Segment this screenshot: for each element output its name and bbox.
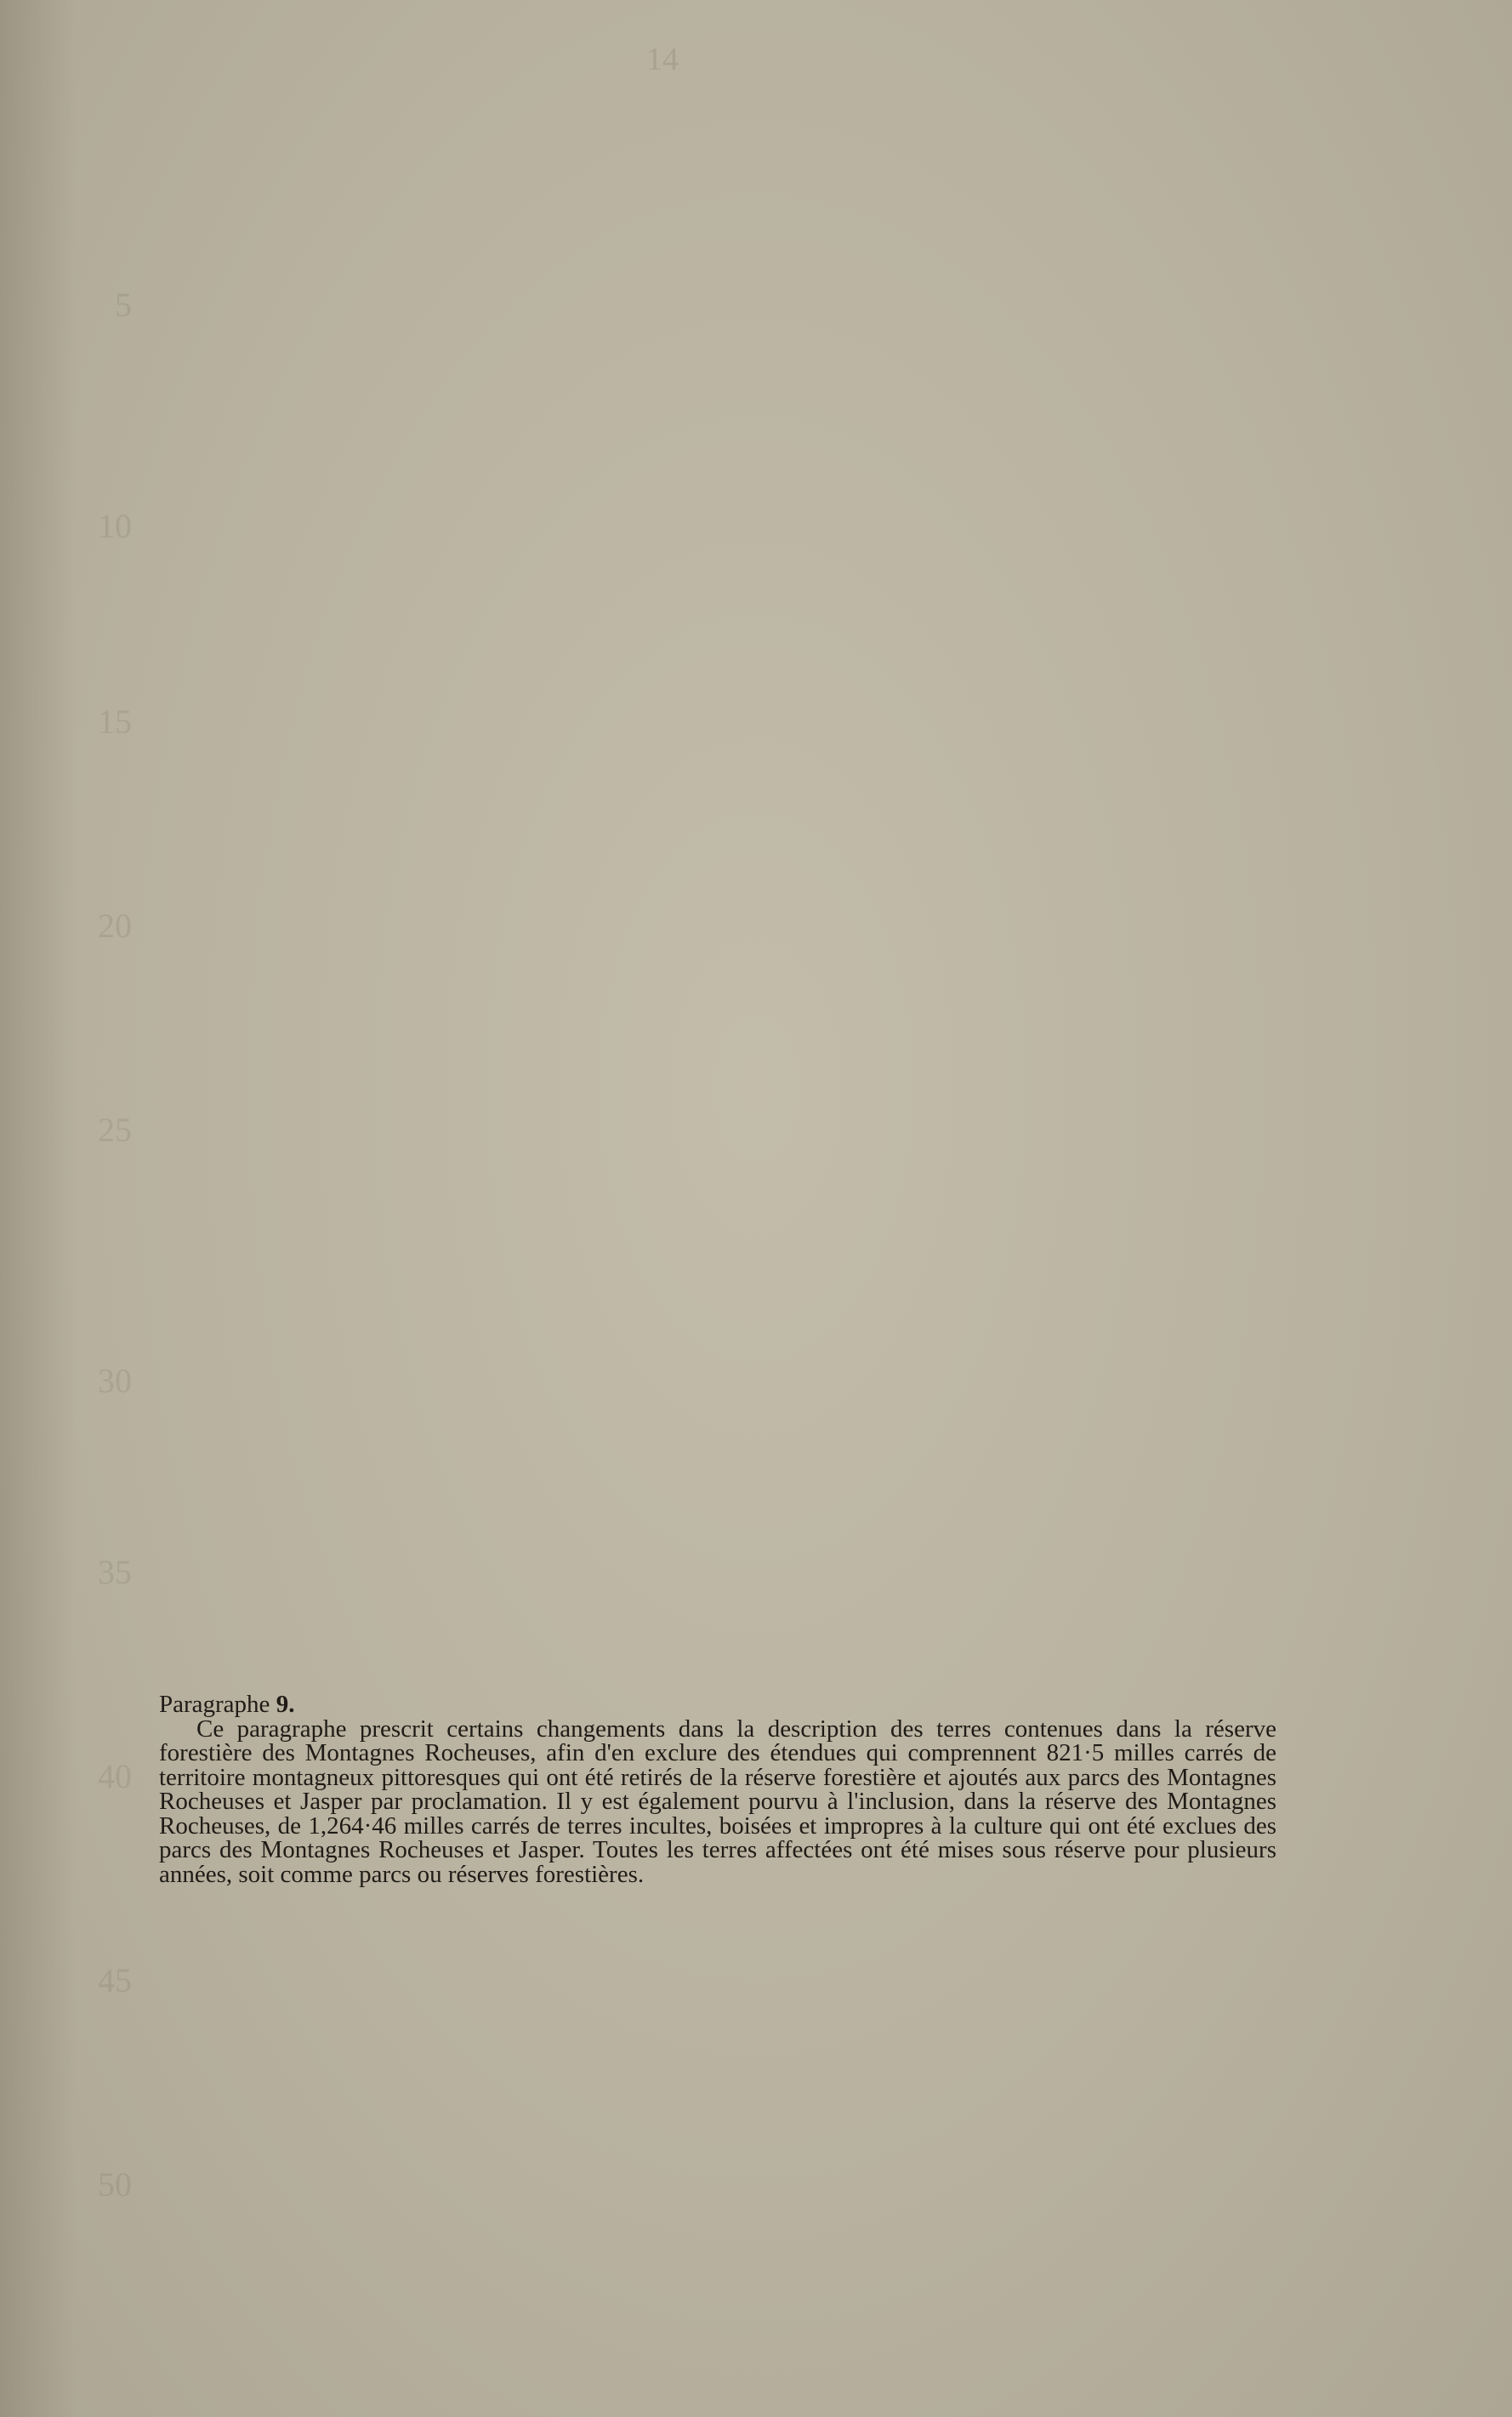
note-heading-number: 9. xyxy=(276,1691,295,1718)
bleed-line-number: 35 xyxy=(98,1553,132,1591)
binding-shadow xyxy=(0,0,77,2417)
bleed-line-number: 15 xyxy=(98,702,132,741)
bleed-line-number: 45 xyxy=(98,1961,132,1999)
bleed-line-number: 5 xyxy=(115,286,132,324)
bleed-line-number: 20 xyxy=(98,907,132,945)
bleed-line-number: 50 xyxy=(98,2165,132,2204)
bleed-through-page-number: 14 xyxy=(646,42,679,77)
note-heading-prefix: Paragraphe xyxy=(159,1691,270,1718)
bleed-line-number: 30 xyxy=(98,1362,132,1400)
bleed-line-number: 10 xyxy=(98,507,132,545)
explanatory-note xyxy=(159,1692,1276,1886)
note-body: Ce paragraphe prescrit certains changements dans la description des terres contenues dans la réserve forestière des Montagnes Rocheuses, afin d'en exclure des étendues qui comprennent 821·5 milles carrés de territoire montagneux pittoresques qui ont été retirés de la réserve forestière et ajoutés aux parcs des Montagnes Rocheuses et Jasper par proclamation. Il y est également pourvu à l'inclusion, dans la réserve des Montagnes Rocheuses, de 1,264·46 milles carrés de terres incultes, boisées et impropres à la culture qui ont été exclues des parcs des Montagnes Rocheuses et Jasper. Toutes les terres affectées ont été mises sous réserve pour plusieurs années, soit comme parcs ou réserves forestières. xyxy=(159,1715,1276,1888)
bleed-line-number: 40 xyxy=(98,1757,132,1795)
note-heading xyxy=(159,1692,1276,1717)
bleed-line-number: 25 xyxy=(98,1111,132,1149)
